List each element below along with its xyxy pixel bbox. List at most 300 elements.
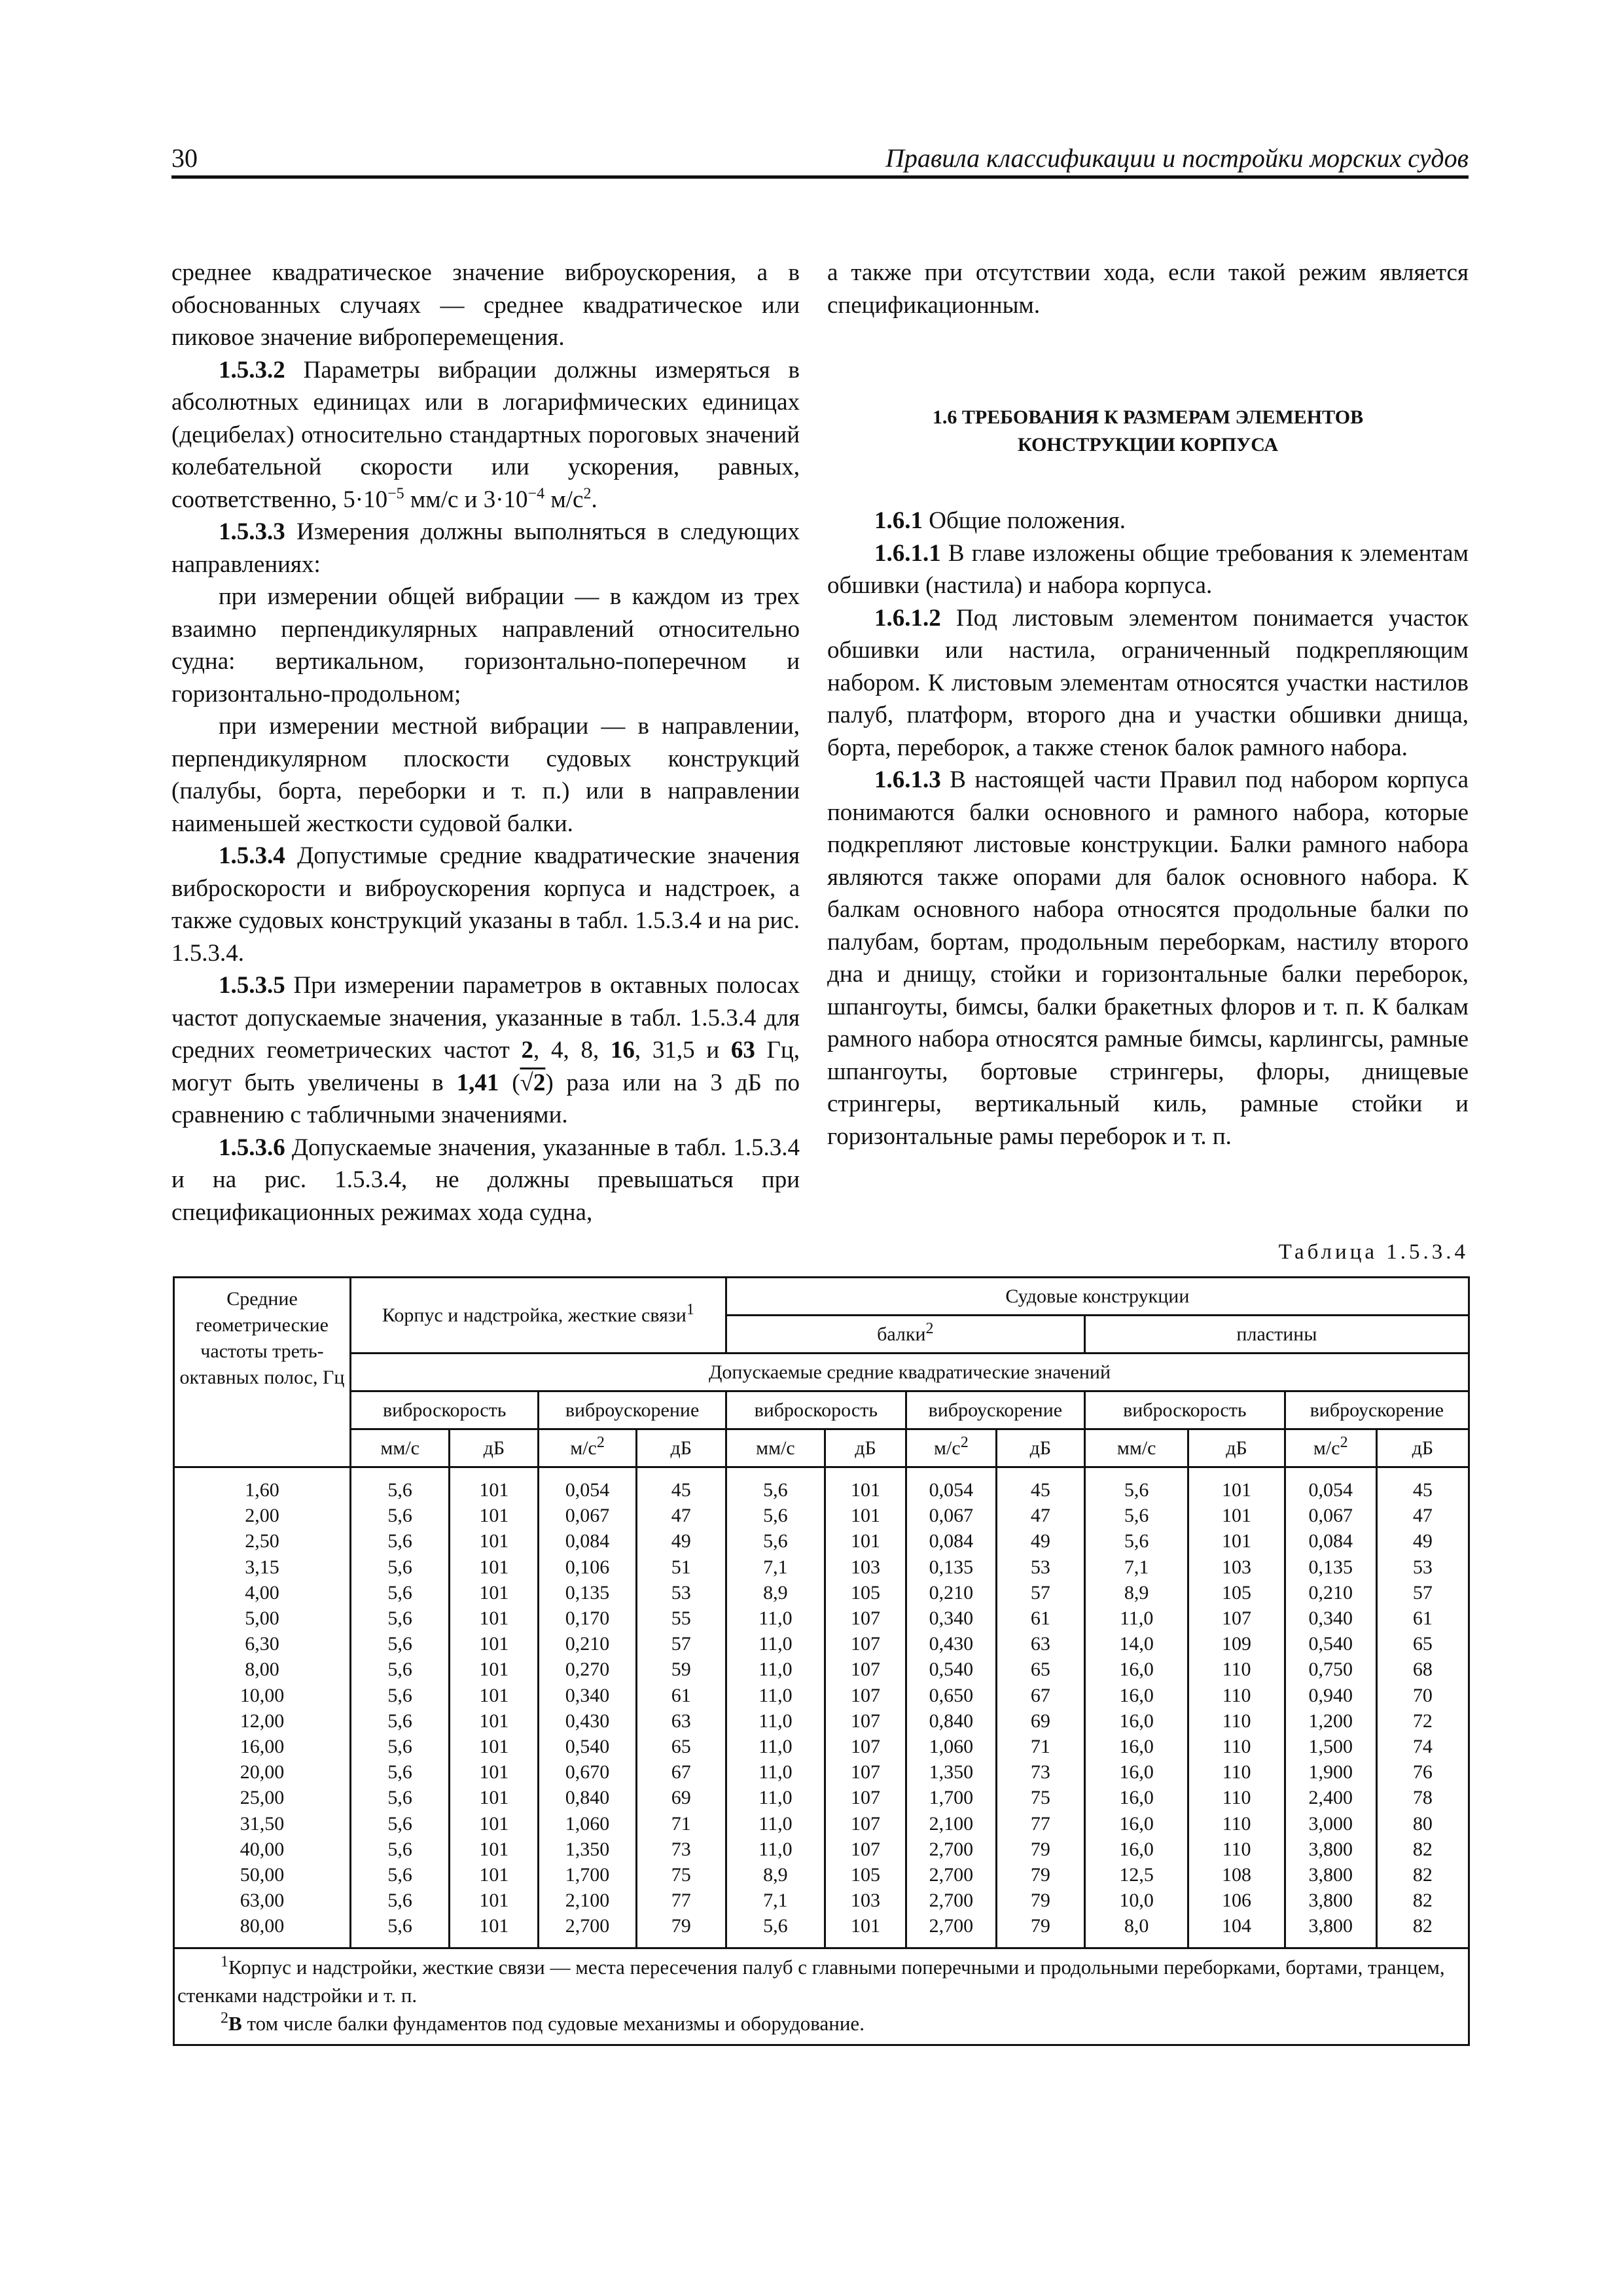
plate-acceleration-cell: 0,067	[1285, 1503, 1376, 1528]
unit-mm-s: мм/с	[726, 1429, 825, 1467]
beam-acceleration-db-cell: 79	[996, 1913, 1084, 1948]
beam-velocity-db-cell: 107	[825, 1708, 906, 1734]
beam-acceleration-db-cell: 79	[996, 1862, 1084, 1888]
beam-velocity-cell: 11,0	[726, 1657, 825, 1682]
beam-acceleration-db-cell: 45	[996, 1467, 1084, 1503]
footnote-text: том числе балки фундаментов под судовые механизмы и оборудование.	[241, 2011, 865, 2035]
hull-acceleration-cell: 0,054	[539, 1467, 636, 1503]
plate-velocity-db-cell: 108	[1188, 1862, 1285, 1888]
plate-velocity-cell: 5,6	[1084, 1528, 1188, 1554]
plate-acceleration-db-cell: 82	[1376, 1837, 1469, 1862]
paragraph-text: Гц, могут быть увеличены в	[171, 1037, 800, 1096]
plate-acceleration-db-cell: 80	[1376, 1811, 1469, 1837]
hull-acceleration-cell: 0,084	[539, 1528, 636, 1554]
hull-velocity-cell: 5,6	[351, 1467, 450, 1503]
beam-velocity-cell: 11,0	[726, 1683, 825, 1708]
unit-mm-s: мм/с	[351, 1429, 450, 1467]
plate-acceleration-cell: 1,900	[1285, 1759, 1376, 1785]
beam-acceleration-cell: 0,210	[906, 1580, 996, 1605]
plate-acceleration-db-cell: 65	[1376, 1631, 1469, 1657]
beam-acceleration-cell: 0,340	[906, 1605, 996, 1631]
paragraph-1-6-1-2	[827, 602, 1469, 764]
hull-velocity-cell: 5,6	[351, 1657, 450, 1682]
frequency-cell: 8,00	[174, 1657, 351, 1682]
plate-acceleration-db-cell: 45	[1376, 1467, 1469, 1503]
subsection-1-6-1	[827, 505, 1469, 537]
hull-acceleration-cell: 1,350	[539, 1837, 636, 1862]
paragraph-text: Измерения должны выполняться в следующих направлениях:	[171, 518, 800, 578]
table-row	[174, 1708, 1469, 1734]
hull-velocity-db-cell: 101	[450, 1580, 539, 1605]
plate-acceleration-cell: 0,540	[1285, 1631, 1376, 1657]
beam-acceleration-db-cell: 49	[996, 1528, 1084, 1554]
frequency-cell: 31,50	[174, 1811, 351, 1837]
beam-velocity-db-cell: 107	[825, 1683, 906, 1708]
paragraph-text: м/с	[544, 486, 584, 513]
table-row	[174, 1837, 1469, 1862]
table-row	[174, 1759, 1469, 1785]
paragraph: а также при отсутствии хода, если такой режим является спецификационным.	[827, 259, 1469, 319]
unit-mm-s: мм/с	[1084, 1429, 1188, 1467]
beams-header	[726, 1316, 1084, 1354]
velocity-header: виброскорость	[1084, 1391, 1285, 1429]
unit-label: м/с	[934, 1437, 961, 1459]
beam-acceleration-db-cell: 47	[996, 1503, 1084, 1528]
hull-acceleration-db-cell: 77	[636, 1888, 726, 1913]
hull-velocity-cell: 5,6	[351, 1785, 450, 1810]
plate-velocity-db-cell: 110	[1188, 1759, 1285, 1785]
hull-velocity-db-cell: 101	[450, 1528, 539, 1554]
beam-acceleration-cell: 2,700	[906, 1913, 996, 1948]
paragraph-1-5-3-6	[171, 1132, 800, 1229]
unit-exponent: 2	[596, 1434, 605, 1451]
beam-velocity-cell: 7,1	[726, 1554, 825, 1580]
clause-number: 1.5.3.2	[219, 356, 285, 384]
exponent: −4	[527, 485, 545, 503]
beam-velocity-cell: 5,6	[726, 1913, 825, 1948]
table-row	[174, 1913, 1469, 1948]
table-row	[174, 1888, 1469, 1913]
paragraph-1-6-1-3	[827, 764, 1469, 1153]
paragraph-text: Параметры вибрации должны измеряться в абсолютных единицах или в логарифмических единицах (децибелах) относительно стандартных пороговых значений колебательной скорости или ускорения, равных, соответственно, 5·10	[171, 356, 800, 513]
velocity-header: виброскорость	[351, 1391, 539, 1429]
beam-velocity-db-cell: 107	[825, 1785, 906, 1810]
section-heading-line: КОНСТРУКЦИИ КОРПУСА	[1017, 434, 1279, 456]
table-row	[174, 1605, 1469, 1631]
beam-velocity-db-cell: 103	[825, 1554, 906, 1580]
beam-acceleration-cell: 0,430	[906, 1631, 996, 1657]
beam-acceleration-cell: 0,135	[906, 1554, 996, 1580]
plate-velocity-db-cell: 109	[1188, 1631, 1285, 1657]
clause-number: 1.6.1.1	[874, 539, 941, 567]
table-row	[174, 1467, 1469, 1503]
hull-acceleration-db-cell: 47	[636, 1503, 726, 1528]
clause-number: 1.5.3.4	[219, 842, 285, 869]
plate-velocity-cell: 11,0	[1084, 1605, 1188, 1631]
frequency-cell: 6,30	[174, 1631, 351, 1657]
beam-velocity-db-cell: 101	[825, 1528, 906, 1554]
unit-exponent: 2	[1340, 1434, 1348, 1451]
beam-velocity-cell: 11,0	[726, 1605, 825, 1631]
unit-m-s2	[906, 1429, 996, 1467]
velocity-header: виброскорость	[726, 1391, 906, 1429]
table-caption: Таблица 1.5.3.4	[1278, 1240, 1469, 1264]
plate-acceleration-cell: 0,750	[1285, 1657, 1376, 1682]
unit-m-s2	[539, 1429, 636, 1467]
table-row	[174, 1631, 1469, 1657]
beam-velocity-cell: 11,0	[726, 1708, 825, 1734]
hull-acceleration-cell: 2,700	[539, 1913, 636, 1948]
acceleration-header: виброускорение	[539, 1391, 726, 1429]
plate-acceleration-cell: 0,210	[1285, 1580, 1376, 1605]
plate-velocity-cell: 5,6	[1084, 1503, 1188, 1528]
hull-acceleration-db-cell: 67	[636, 1759, 726, 1785]
plate-velocity-db-cell: 101	[1188, 1503, 1285, 1528]
hull-acceleration-db-cell: 45	[636, 1467, 726, 1503]
beam-acceleration-db-cell: 69	[996, 1708, 1084, 1734]
hull-acceleration-cell: 0,170	[539, 1605, 636, 1631]
plate-acceleration-cell: 3,000	[1285, 1811, 1376, 1837]
bold-value: 2	[521, 1037, 534, 1064]
hull-acceleration-db-cell: 59	[636, 1657, 726, 1682]
clause-number: 1.6.1	[874, 507, 923, 534]
hull-velocity-cell: 5,6	[351, 1554, 450, 1580]
plate-velocity-db-cell: 110	[1188, 1811, 1285, 1837]
plate-velocity-cell: 16,0	[1084, 1708, 1188, 1734]
hull-velocity-cell: 5,6	[351, 1528, 450, 1554]
plate-velocity-db-cell: 110	[1188, 1785, 1285, 1810]
hull-acceleration-cell: 2,100	[539, 1888, 636, 1913]
frequency-cell: 3,15	[174, 1554, 351, 1580]
plate-acceleration-cell: 0,084	[1285, 1528, 1376, 1554]
beam-acceleration-db-cell: 71	[996, 1734, 1084, 1759]
paragraph-text: (	[499, 1069, 520, 1096]
plate-velocity-db-cell: 105	[1188, 1580, 1285, 1605]
plate-acceleration-db-cell: 72	[1376, 1708, 1469, 1734]
unit-exponent: 2	[960, 1434, 969, 1451]
paragraph: среднее квадратическое значение виброускорения, а в обоснованных случаях — среднее квадратическое или пиковое значение виброперемещения.	[171, 259, 800, 351]
bold-value: 1,41	[456, 1069, 499, 1096]
beam-acceleration-cell: 2,700	[906, 1888, 996, 1913]
hull-acceleration-db-cell: 57	[636, 1631, 726, 1657]
beam-velocity-db-cell: 105	[825, 1580, 906, 1605]
hull-acceleration-db-cell: 51	[636, 1554, 726, 1580]
hull-velocity-db-cell: 101	[450, 1888, 539, 1913]
plate-velocity-cell: 5,6	[1084, 1467, 1188, 1503]
plate-acceleration-db-cell: 82	[1376, 1888, 1469, 1913]
beam-velocity-db-cell: 107	[825, 1811, 906, 1837]
beams-label: балки	[877, 1323, 926, 1345]
hull-acceleration-cell: 0,840	[539, 1785, 636, 1810]
unit-db: дБ	[636, 1429, 726, 1467]
plate-acceleration-cell: 0,340	[1285, 1605, 1376, 1631]
hull-group-header	[351, 1278, 726, 1354]
beam-velocity-db-cell: 103	[825, 1888, 906, 1913]
beam-velocity-cell: 7,1	[726, 1888, 825, 1913]
beam-acceleration-cell: 0,067	[906, 1503, 996, 1528]
beam-acceleration-db-cell: 63	[996, 1631, 1084, 1657]
plate-acceleration-db-cell: 74	[1376, 1734, 1469, 1759]
hull-velocity-cell: 5,6	[351, 1708, 450, 1734]
hull-velocity-db-cell: 101	[450, 1785, 539, 1810]
plate-velocity-db-cell: 101	[1188, 1528, 1285, 1554]
beam-velocity-cell: 5,6	[726, 1503, 825, 1528]
table-row	[174, 1657, 1469, 1682]
plate-acceleration-db-cell: 82	[1376, 1862, 1469, 1888]
hull-velocity-db-cell: 101	[450, 1631, 539, 1657]
subsection-title: Общие положения.	[923, 507, 1126, 534]
hull-acceleration-db-cell: 69	[636, 1785, 726, 1810]
plate-acceleration-cell: 3,800	[1285, 1862, 1376, 1888]
section-heading	[827, 404, 1469, 459]
unit-db: дБ	[996, 1429, 1084, 1467]
footnote-text: Корпус и надстройки, жесткие связи — места пересечения палуб с главными поперечными и продольными переборками, бортами, транцем, стенками надстройки и т. п.	[177, 1955, 1445, 2007]
plate-acceleration-db-cell: 57	[1376, 1580, 1469, 1605]
paragraph-1-5-3-5	[171, 969, 800, 1132]
hull-acceleration-db-cell: 79	[636, 1913, 726, 1948]
plate-velocity-db-cell: 110	[1188, 1734, 1285, 1759]
paragraph-text: , 4, 8,	[533, 1037, 611, 1064]
plates-header: пластины	[1084, 1316, 1469, 1354]
hull-velocity-db-cell: 101	[450, 1862, 539, 1888]
hull-acceleration-cell: 0,430	[539, 1708, 636, 1734]
frequency-cell: 10,00	[174, 1683, 351, 1708]
frequency-cell: 16,00	[174, 1734, 351, 1759]
hull-acceleration-db-cell: 73	[636, 1837, 726, 1862]
beam-acceleration-cell: 0,054	[906, 1467, 996, 1503]
footnote-mark: 1	[686, 1301, 694, 1318]
frequency-cell: 2,50	[174, 1528, 351, 1554]
table-row	[174, 1785, 1469, 1810]
footnote-1	[177, 1953, 1465, 2009]
plate-velocity-db-cell: 104	[1188, 1913, 1285, 1948]
paragraph-text: ) раза или на 3 дБ по сравнению с табличными значениями.	[171, 1069, 800, 1128]
beam-velocity-db-cell: 105	[825, 1862, 906, 1888]
running-title: Правила классификации и постройки морских судов	[885, 143, 1469, 173]
plate-velocity-cell: 16,0	[1084, 1837, 1188, 1862]
paragraph-1-5-3-2	[171, 354, 800, 516]
beam-velocity-db-cell: 107	[825, 1605, 906, 1631]
hull-acceleration-db-cell: 53	[636, 1580, 726, 1605]
footnote-mark: 2	[925, 1320, 934, 1337]
hull-velocity-cell: 5,6	[351, 1605, 450, 1631]
plate-velocity-db-cell: 101	[1188, 1467, 1285, 1503]
clause-number: 1.5.3.6	[219, 1134, 285, 1161]
hull-acceleration-cell: 0,135	[539, 1580, 636, 1605]
frequency-cell: 40,00	[174, 1837, 351, 1862]
paragraph-text: При измерении параметров в октавных полосах частот допускаемые значения, указанные в табл. 1.5.3.4 для средних геометрических частот	[171, 972, 800, 1064]
plate-acceleration-cell: 1,500	[1285, 1734, 1376, 1759]
footnote-bold: В	[228, 2011, 242, 2035]
frequency-cell: 50,00	[174, 1862, 351, 1888]
beam-velocity-cell: 11,0	[726, 1631, 825, 1657]
beam-velocity-cell: 11,0	[726, 1837, 825, 1862]
plate-velocity-db-cell: 110	[1188, 1708, 1285, 1734]
plate-acceleration-cell: 0,135	[1285, 1554, 1376, 1580]
hull-velocity-db-cell: 101	[450, 1708, 539, 1734]
hull-velocity-db-cell: 101	[450, 1467, 539, 1503]
hull-acceleration-cell: 0,270	[539, 1657, 636, 1682]
plate-acceleration-cell: 0,054	[1285, 1467, 1376, 1503]
plate-acceleration-db-cell: 53	[1376, 1554, 1469, 1580]
bold-value: 63	[730, 1037, 755, 1064]
beam-velocity-cell: 5,6	[726, 1528, 825, 1554]
hull-acceleration-cell: 0,340	[539, 1683, 636, 1708]
hull-velocity-cell: 5,6	[351, 1580, 450, 1605]
plate-velocity-cell: 8,9	[1084, 1580, 1188, 1605]
paragraph-1-6-1-1	[827, 537, 1469, 602]
beam-acceleration-cell: 1,700	[906, 1785, 996, 1810]
table-row	[174, 1503, 1469, 1528]
plate-velocity-cell: 16,0	[1084, 1683, 1188, 1708]
beam-acceleration-cell: 0,540	[906, 1657, 996, 1682]
frequency-cell: 25,00	[174, 1785, 351, 1810]
table-row	[174, 1734, 1469, 1759]
hull-velocity-cell: 5,6	[351, 1862, 450, 1888]
beam-velocity-cell: 8,9	[726, 1862, 825, 1888]
footnote-mark: 1	[221, 1953, 228, 1971]
hull-acceleration-db-cell: 63	[636, 1708, 726, 1734]
hull-velocity-cell: 5,6	[351, 1888, 450, 1913]
hull-velocity-db-cell: 101	[450, 1811, 539, 1837]
clause-number: 1.5.3.3	[219, 518, 285, 545]
hull-velocity-db-cell: 101	[450, 1683, 539, 1708]
beam-velocity-cell: 8,9	[726, 1580, 825, 1605]
hull-velocity-cell: 5,6	[351, 1759, 450, 1785]
beam-velocity-db-cell: 101	[825, 1503, 906, 1528]
beam-velocity-cell: 11,0	[726, 1759, 825, 1785]
plate-velocity-cell: 16,0	[1084, 1657, 1188, 1682]
beam-velocity-cell: 11,0	[726, 1811, 825, 1837]
paragraph-1-5-3-3	[171, 516, 800, 581]
plate-velocity-cell: 16,0	[1084, 1759, 1188, 1785]
structures-group-header: Судовые конструкции	[726, 1278, 1469, 1316]
hull-acceleration-cell: 0,106	[539, 1554, 636, 1580]
plate-acceleration-db-cell: 78	[1376, 1785, 1469, 1810]
beam-acceleration-db-cell: 61	[996, 1605, 1084, 1631]
page-number: 30	[171, 143, 198, 173]
header-rule	[171, 175, 1469, 179]
frequency-cell: 2,00	[174, 1503, 351, 1528]
plate-acceleration-cell: 3,800	[1285, 1913, 1376, 1948]
sqrt-two: √2	[520, 1069, 546, 1096]
plate-acceleration-cell: 3,800	[1285, 1837, 1376, 1862]
acceleration-header: виброускорение	[906, 1391, 1084, 1429]
hull-acceleration-cell: 0,067	[539, 1503, 636, 1528]
plate-acceleration-db-cell: 76	[1376, 1759, 1469, 1785]
paragraph: при измерении местной вибрации — в направлении, перпендикулярном плоскости судовых конструкций (палубы, борта, переборки и т. п.) или в направлении наименьшей жесткости судовой балки.	[171, 713, 800, 837]
paragraph: при измерении общей вибрации — в каждом из трех взаимно перпендикулярных направлений относительно судна: вертикальном, горизонтально-поперечном и горизонтально-продольном;	[171, 583, 800, 708]
beam-acceleration-db-cell: 53	[996, 1554, 1084, 1580]
table-row	[174, 1528, 1469, 1554]
left-column	[171, 257, 800, 1229]
beam-acceleration-db-cell: 79	[996, 1888, 1084, 1913]
beam-acceleration-cell: 1,060	[906, 1734, 996, 1759]
frequency-cell: 63,00	[174, 1888, 351, 1913]
beam-velocity-cell: 5,6	[726, 1467, 825, 1503]
beam-velocity-db-cell: 107	[825, 1759, 906, 1785]
paragraph-text: .	[591, 486, 597, 513]
beam-velocity-db-cell: 101	[825, 1913, 906, 1948]
paragraph-text: Под листовым элементом понимается участок обшивки или настила, ограниченный подкрепляющим набором. К листовым элементам относятся участки настилов палуб, платформ, второго дна и участки обшивки днища, борта, переборок, а также стенок балок рамного набора.	[827, 604, 1469, 761]
plate-acceleration-db-cell: 47	[1376, 1503, 1469, 1528]
footnote-mark: 2	[221, 2009, 228, 2027]
hull-acceleration-db-cell: 49	[636, 1528, 726, 1554]
beam-acceleration-db-cell: 73	[996, 1759, 1084, 1785]
plate-velocity-cell: 10,0	[1084, 1888, 1188, 1913]
hull-acceleration-db-cell: 75	[636, 1862, 726, 1888]
plate-velocity-cell: 8,0	[1084, 1913, 1188, 1948]
plate-acceleration-db-cell: 68	[1376, 1657, 1469, 1682]
beam-acceleration-cell: 2,700	[906, 1837, 996, 1862]
plate-velocity-db-cell: 110	[1188, 1683, 1285, 1708]
beam-acceleration-db-cell: 77	[996, 1811, 1084, 1837]
section-heading-line: 1.6 ТРЕБОВАНИЯ К РАЗМЕРАМ ЭЛЕМЕНТОВ	[932, 406, 1364, 428]
unit-db: дБ	[450, 1429, 539, 1467]
unit-db: дБ	[825, 1429, 906, 1467]
hull-velocity-cell: 5,6	[351, 1683, 450, 1708]
hull-velocity-db-cell: 101	[450, 1837, 539, 1862]
hull-acceleration-db-cell: 65	[636, 1734, 726, 1759]
plate-velocity-cell: 14,0	[1084, 1631, 1188, 1657]
hull-velocity-cell: 5,6	[351, 1811, 450, 1837]
vibration-table	[173, 1276, 1470, 2046]
plate-acceleration-cell: 1,200	[1285, 1708, 1376, 1734]
unit-label: м/с	[570, 1437, 597, 1459]
plate-velocity-cell: 7,1	[1084, 1554, 1188, 1580]
hull-acceleration-cell: 0,670	[539, 1759, 636, 1785]
table-row	[174, 1811, 1469, 1837]
clause-number: 1.5.3.5	[219, 972, 285, 999]
beam-acceleration-db-cell: 75	[996, 1785, 1084, 1810]
plate-velocity-db-cell: 110	[1188, 1657, 1285, 1682]
beam-velocity-cell: 11,0	[726, 1734, 825, 1759]
frequency-cell: 5,00	[174, 1605, 351, 1631]
hull-acceleration-cell: 1,060	[539, 1811, 636, 1837]
beam-acceleration-db-cell: 67	[996, 1683, 1084, 1708]
plate-acceleration-cell: 2,400	[1285, 1785, 1376, 1810]
hull-velocity-db-cell: 101	[450, 1657, 539, 1682]
paragraph-text: Допускаемые значения, указанные в табл. 1.5.3.4 и на рис. 1.5.3.4, не должны превышаться при спецификационных режимах хода судна,	[171, 1134, 800, 1226]
exponent: −5	[387, 485, 404, 503]
beam-velocity-db-cell: 107	[825, 1631, 906, 1657]
unit-m-s2	[1285, 1429, 1376, 1467]
hull-group-label: Корпус и надстройка, жесткие связи	[382, 1304, 687, 1326]
hull-velocity-db-cell: 101	[450, 1734, 539, 1759]
allowed-values-header: Допускаемые средние квадратические значений	[351, 1354, 1469, 1391]
hull-velocity-db-cell: 101	[450, 1554, 539, 1580]
plate-velocity-cell: 16,0	[1084, 1811, 1188, 1837]
paragraph-1-5-3-4	[171, 840, 800, 969]
clause-number: 1.6.1.2	[874, 604, 941, 632]
bold-value: 16	[610, 1037, 635, 1064]
unit-db: дБ	[1188, 1429, 1285, 1467]
beam-velocity-db-cell: 107	[825, 1837, 906, 1862]
hull-acceleration-db-cell: 55	[636, 1605, 726, 1631]
table-footnotes	[174, 1948, 1469, 2045]
acceleration-header: виброускорение	[1285, 1391, 1469, 1429]
hull-acceleration-db-cell: 61	[636, 1683, 726, 1708]
beam-acceleration-db-cell: 65	[996, 1657, 1084, 1682]
hull-velocity-db-cell: 101	[450, 1759, 539, 1785]
table-row	[174, 1554, 1469, 1580]
beam-acceleration-cell: 2,100	[906, 1811, 996, 1837]
table-body	[174, 1467, 1469, 1948]
unit-label: м/с	[1313, 1437, 1340, 1459]
frequency-cell: 1,60	[174, 1467, 351, 1503]
hull-velocity-db-cell: 101	[450, 1605, 539, 1631]
beam-acceleration-cell: 2,700	[906, 1862, 996, 1888]
